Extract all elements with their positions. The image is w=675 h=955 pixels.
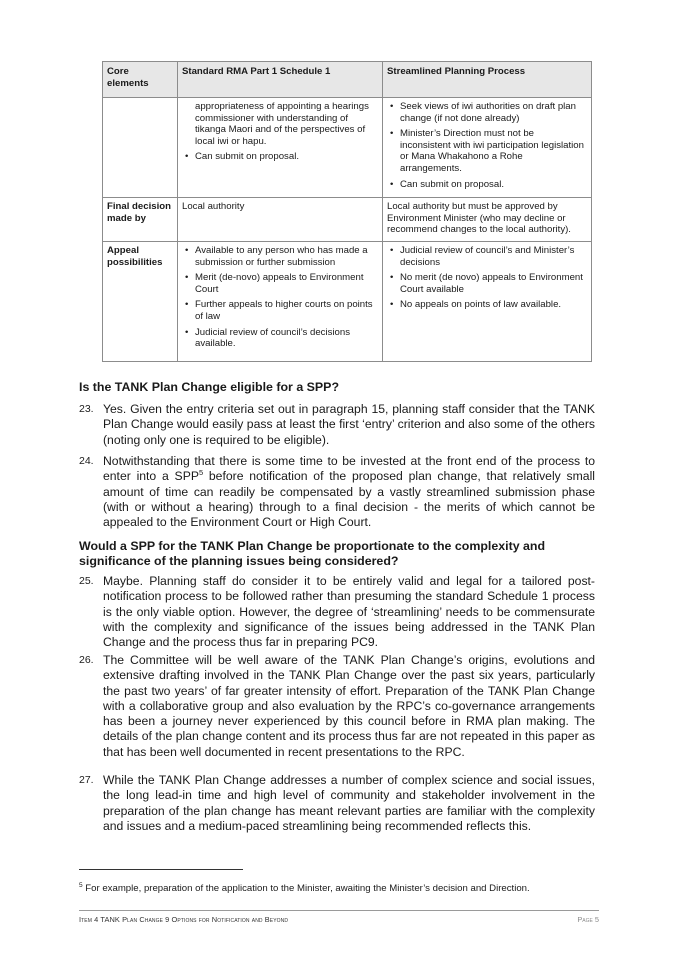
- paragraph-number: 24.: [79, 455, 94, 467]
- table-row: [103, 242, 592, 362]
- list-item: • Can submit on proposal.: [195, 151, 378, 163]
- footnote-number: 5: [79, 882, 83, 889]
- list-item: • Merit (de-novo) appeals to Environment Court: [195, 272, 378, 295]
- row-label: Appeal possibilities: [103, 242, 178, 362]
- standard-cell: [178, 242, 383, 362]
- table-row: [103, 198, 592, 242]
- list-item: • No appeals on points of law available.: [400, 299, 587, 311]
- list-item: • Can submit on proposal.: [400, 179, 587, 191]
- paragraph-number: 26.: [79, 654, 94, 666]
- header-streamlined: Streamlined Planning Process: [383, 62, 592, 98]
- table-header-row: [103, 62, 592, 98]
- footer-item-title: Item 4 TANK Plan Change 9 Options for Notification and Beyond: [79, 915, 289, 924]
- footer-page-number: Page 5: [577, 915, 599, 924]
- paragraph-text: Yes. Given the entry criteria set out in paragraph 15, planning staff consider that the TANK Plan Change would easily pass at least the first ‘entry’ criterion and also some of the others (noting only one is required to be eligible).: [103, 402, 595, 447]
- list-item: • Judicial review of council’s decisions available.: [195, 327, 378, 350]
- section-heading-proportionate: Would a SPP for the TANK Plan Change be proportionate to the complexity and significance of the planning issues being considered?: [79, 539, 546, 568]
- paragraph-text-b: before notification of the proposed plan change, that relatively small amount of time can readily be compensated by a vastly streamlined submission phase (with or without a hearing) through to a final decision - the merits of which cannot be appealed to the Environment Court or High Court.: [103, 469, 595, 530]
- list-item: • Available to any person who has made a submission or further submission: [195, 245, 378, 268]
- header-core-elements: Core elements: [103, 62, 178, 98]
- footnote-divider: [79, 869, 243, 870]
- streamlined-bullets: [387, 245, 587, 311]
- comparison-table: [102, 61, 592, 362]
- paragraph-text: While the TANK Plan Change addresses a number of complex science and social issues, the long lead-in time and high level of community and stakeholder involvement in the preparation of the plan change has meant relevant parties are familiar with the complexity and issues and a medium-paced streamlining being recommended reflects this.: [103, 773, 595, 833]
- section-heading-eligibility: Is the TANK Plan Change eligible for a SPP?: [79, 380, 340, 394]
- streamlined-cell: [383, 98, 592, 198]
- footnote-reference[interactable]: 5: [198, 468, 204, 478]
- streamlined-bullets: [387, 101, 587, 190]
- standard-cell: [178, 98, 383, 198]
- standard-cell: Local authority: [178, 198, 383, 242]
- standard-bullets: [182, 245, 378, 350]
- list-item: • Judicial review of council’s and Minister’s decisions: [400, 245, 587, 268]
- paragraph-27: [79, 773, 595, 834]
- paragraph-25: [79, 574, 595, 650]
- streamlined-cell: [383, 242, 592, 362]
- paragraph-text: The Committee will be well aware of the TANK Plan Change’s origins, evolutions and extensive drafting involved in the TANK Plan Change over the past six years, particularly the past two years’ of far greater intensity of effort. Preparation of the TANK Plan Change with a collaborative group and also evaluation by the RPC’s co-governance arrangements has been a journey never experienced by this council before in RMA plan making. The details of the plan change content and its process thus far are not repeated in this paper as that has been well documented in recent presentations to the RPC.: [103, 653, 595, 759]
- paragraph-text-a: Notwithstanding that there is some time to be invested at the front end of the process to enter into a SPP: [103, 454, 595, 484]
- paragraph-24: [79, 454, 595, 530]
- standard-continued-text: appropriateness of appointing a hearings commissioner with understanding of tikanga Maori and of the perspectives of local iwi or hapu.: [195, 101, 369, 147]
- row-label: Final decision made by: [103, 198, 178, 242]
- header-standard-rma: Standard RMA Part 1 Schedule 1: [178, 62, 383, 98]
- paragraph-number: 27.: [79, 774, 94, 786]
- row-label: [103, 98, 178, 198]
- paragraph-number: 25.: [79, 575, 94, 587]
- paragraph-text: Maybe. Planning staff do consider it to be entirely valid and legal for a tailored post-notification process to be followed rather than presuming the standard Schedule 1 process is the only viable option. However, the degree of ‘streamlining’ needs to be commensurate with the complexity and significance of the issues being addressed in the TANK Plan Change and the process thus far in preparing PC9.: [103, 574, 595, 650]
- footnote-text: For example, preparation of the application to the Minister, awaiting the Minister’s decision and Direction.: [82, 883, 530, 895]
- standard-bullets: [182, 151, 378, 163]
- paragraph-26: [79, 653, 595, 760]
- paragraph-number: 23.: [79, 403, 94, 415]
- list-item: • Seek views of iwi authorities on draft plan change (if not done already): [400, 101, 587, 124]
- table-row: [103, 98, 592, 198]
- footnote: [79, 880, 599, 895]
- paragraph-23: [79, 402, 595, 448]
- paragraph-text: [103, 454, 595, 530]
- footer-divider: [79, 910, 599, 911]
- list-item: • No merit (de novo) appeals to Environment Court available: [400, 272, 587, 295]
- streamlined-cell: Local authority but must be approved by Environment Minister (who may decline or recommend changes to the local authority).: [383, 198, 592, 242]
- list-item: • Further appeals to higher courts on points of law: [195, 299, 378, 322]
- list-item: • Minister’s Direction must not be inconsistent with iwi participation legislation or Mana Whakahono a Rohe arrangements.: [400, 128, 587, 174]
